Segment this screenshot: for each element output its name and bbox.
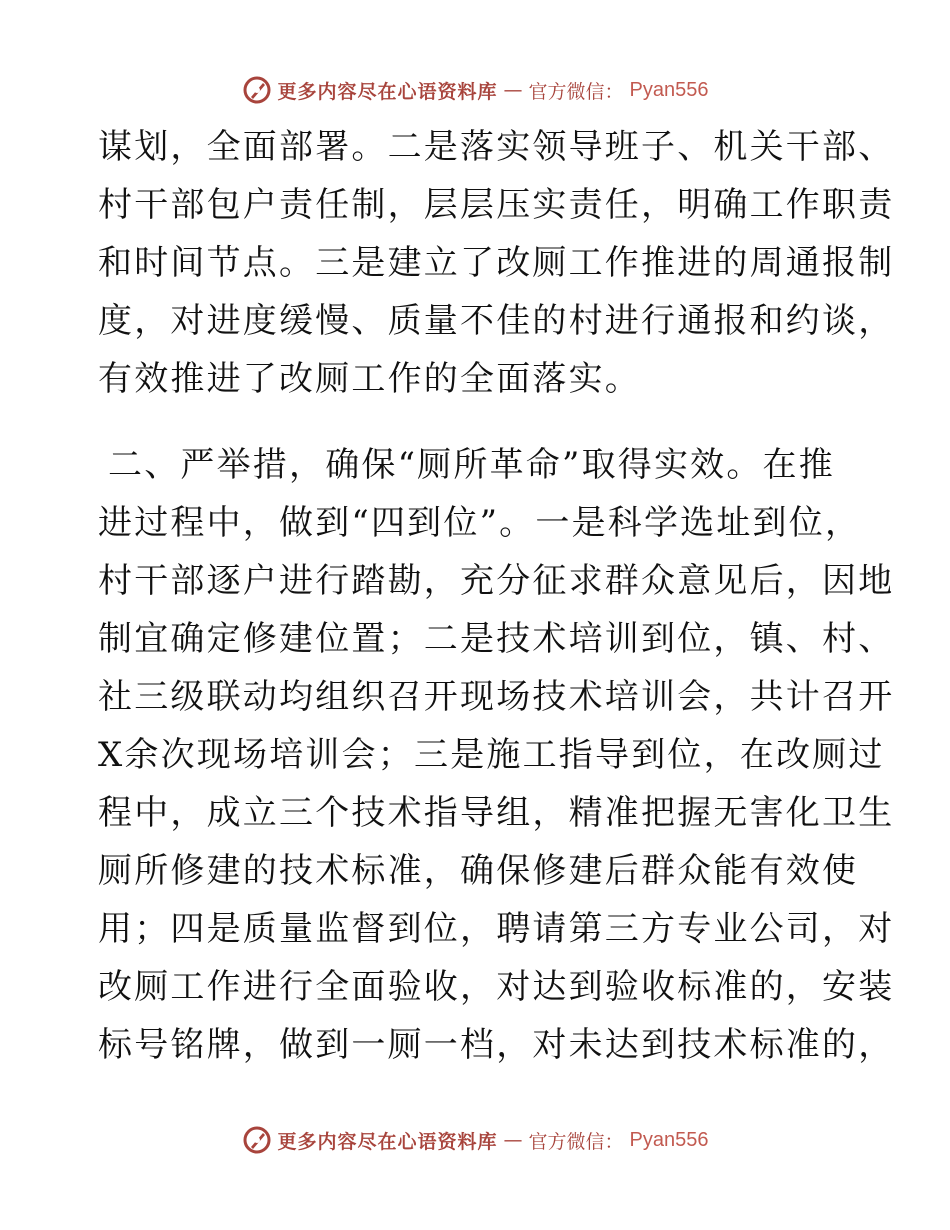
watermark-wechat-id: Pyan556 <box>629 1128 709 1151</box>
text-line: 制宜确定修建位置；二是技术培训到位，镇、村、 <box>98 619 895 659</box>
text-line: 有效推进了改厕工作的全面落实。 <box>98 359 641 399</box>
text-line: 用；四是质量监督到位，聘请第三方专业公司，对 <box>98 909 895 949</box>
quill-seal-icon <box>242 75 272 105</box>
watermark-wechat-label: 官方微信： <box>528 80 624 103</box>
text-line: 和时间节点。三是建立了改厕工作推进的周通报制 <box>98 243 895 283</box>
text-line: 村干部逐户进行踏勘，充分征求群众意见后，因地 <box>98 561 895 601</box>
watermark-brand-text: 更多内容尽在心语资料库 <box>277 1130 498 1153</box>
text-line: 程中，成立三个技术指导组，精准把握无害化卫生 <box>98 793 895 833</box>
section-heading-line: 二、严举措，确保“厕所革命”取得实效。在推 <box>108 445 835 485</box>
text-line: 村干部包户责任制，层层压实责任，明确工作职责 <box>98 185 895 225</box>
text-line: 标号铭牌，做到一厕一档，对未达到技术标准的， <box>98 1025 895 1065</box>
text-line: 谋划，全面部署。二是落实领导班子、机关干部、 <box>98 127 895 167</box>
watermark-brand-text: 更多内容尽在心语资料库 <box>277 80 498 103</box>
text-line: 厕所修建的技术标准，确保修建后群众能有效使 <box>98 851 859 891</box>
text-line: 改厕工作进行全面验收，对达到验收标准的，安装 <box>98 967 895 1007</box>
text-line: 进过程中，做到“四到位”。一是科学选址到位， <box>98 503 862 543</box>
footer-watermark <box>0 1120 950 1160</box>
paragraph-spacer <box>98 408 858 436</box>
watermark-dash: — <box>503 1129 523 1151</box>
watermark-wechat-id: Pyan556 <box>629 78 709 101</box>
watermark-wechat-label: 官方微信： <box>528 1130 624 1153</box>
watermark-dash: — <box>503 79 523 101</box>
text-line: 度，对进度缓慢、质量不佳的村进行通报和约谈， <box>98 301 895 341</box>
text-line: 社三级联动均组织召开现场技术培训会，共计召开 <box>98 677 895 717</box>
quill-seal-icon <box>242 1125 272 1155</box>
document-body <box>98 118 895 1074</box>
header-watermark <box>0 70 950 110</box>
text-line: X余次现场培训会；三是施工指导到位，在改厕过 <box>98 735 885 775</box>
